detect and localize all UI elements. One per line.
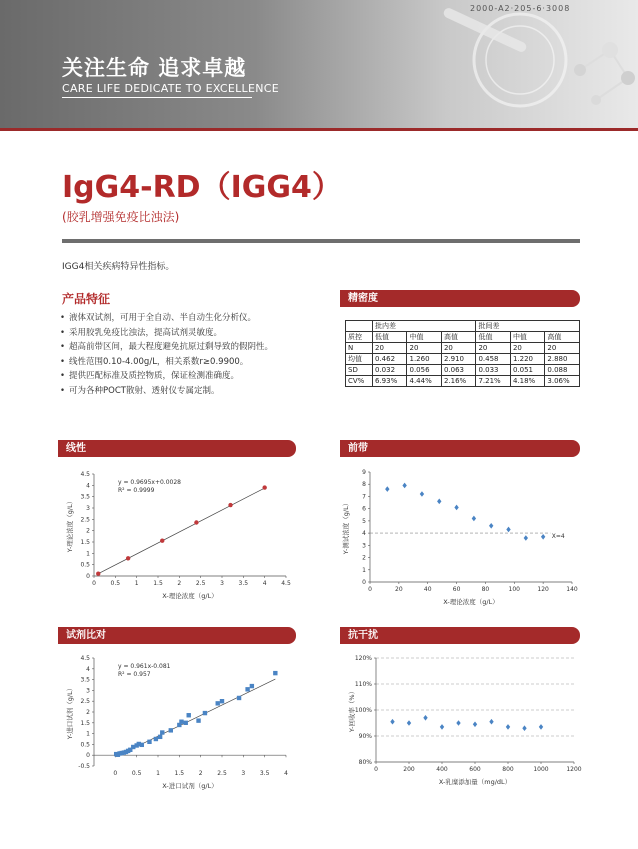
feature-item: • 提供匹配标准及质控物质，保证检测准确度。 — [60, 369, 273, 384]
x-tick-label: 60 — [452, 586, 461, 593]
data-point — [506, 724, 510, 730]
feature-item: • 采用胶乳免疫比浊法，提高试剂灵敏度。 — [60, 326, 273, 341]
data-point — [437, 499, 441, 505]
banner-code: 2000-A2·205-6·3008 — [470, 4, 571, 13]
linearity-chart — [58, 462, 298, 610]
data-point — [184, 721, 188, 725]
x-tick-label: 80 — [481, 586, 490, 593]
prozone-heading: 前带 — [340, 440, 580, 457]
y-tick-label: 2.5 — [80, 698, 90, 706]
table-row — [346, 321, 580, 332]
x-tick-label: 3.5 — [238, 580, 249, 587]
banner-red-stripe — [0, 128, 638, 131]
y-tick-label: 2 — [86, 527, 90, 535]
x-tick-label: 2 — [198, 770, 203, 777]
x-tick-label: 0.5 — [110, 580, 121, 587]
data-point — [390, 719, 394, 725]
x-axis-label: X-进口试剂（g/L） — [162, 782, 218, 790]
x-axis-label: X-乳糜添加量（mg/dL） — [438, 778, 512, 786]
x-tick-label: 1 — [156, 770, 160, 777]
data-point — [541, 534, 545, 540]
data-point — [228, 503, 232, 507]
interference-chart — [340, 650, 582, 798]
y-axis-label: Y-理论浓度（g/L） — [66, 497, 74, 553]
data-point — [506, 527, 510, 533]
x-tick-label: 3.5 — [259, 770, 270, 777]
y-tick-label: 1.5 — [80, 719, 90, 727]
x-tick-label: 400 — [436, 766, 448, 773]
data-point — [489, 523, 493, 529]
r-squared-label: R² = 0.957 — [118, 671, 151, 678]
slogan-underline — [62, 97, 252, 98]
data-point — [440, 724, 444, 730]
y-tick-label: 3 — [86, 505, 90, 512]
y-tick-label: 1 — [362, 566, 366, 574]
y-tick-label: 9 — [362, 469, 366, 476]
data-point — [402, 483, 406, 489]
y-tick-label: 90% — [358, 733, 372, 740]
x-tick-label: 0 — [374, 766, 378, 773]
y-tick-label: -0.5 — [78, 763, 90, 770]
data-point — [179, 720, 183, 724]
x-tick-label: 1000 — [533, 766, 549, 773]
title-divider — [62, 239, 580, 243]
trendline-equation: y = 0.9695x+0.0028 — [118, 479, 181, 486]
y-tick-label: 8 — [362, 481, 366, 489]
data-point — [154, 737, 158, 741]
product-title: IgG4-RD（IGG4） — [62, 170, 342, 205]
data-point — [140, 743, 144, 747]
data-point — [194, 520, 198, 524]
data-point — [522, 725, 526, 731]
slogan-chinese: 关注生命 追求卓越 — [62, 56, 247, 80]
data-point — [237, 696, 241, 700]
x-axis-label: X-理论浓度（g/L） — [443, 598, 499, 606]
prozone-chart — [340, 462, 582, 610]
y-axis-label: Y-进口试剂（g/L） — [66, 684, 74, 740]
feature-item: • 可为各种POCT散射、透射仪专属定制。 — [60, 384, 273, 399]
x-tick-label: 0 — [113, 770, 118, 777]
x-tick-label: 1200 — [566, 766, 582, 773]
data-point — [456, 720, 460, 726]
x-tick-label: 0 — [92, 580, 96, 587]
x-tick-label: 200 — [403, 766, 415, 773]
data-point — [169, 728, 173, 732]
y-tick-label: 0.5 — [80, 741, 90, 749]
feature-item: • 线性范围0.10-4.00g/L，相关系数r≥0.9900。 — [60, 355, 273, 370]
data-point — [473, 722, 477, 728]
data-point — [423, 715, 427, 721]
x-tick-label: 120 — [537, 586, 549, 593]
y-tick-label: 3.5 — [80, 493, 90, 501]
data-point — [187, 713, 191, 717]
x-tick-label: 4 — [284, 770, 288, 777]
reference-label: X=4 — [551, 533, 565, 541]
interference-heading: 抗干扰 — [340, 627, 580, 644]
y-tick-label: 1 — [86, 550, 90, 558]
precision-table — [345, 320, 580, 387]
data-point — [250, 684, 254, 688]
data-point — [539, 724, 543, 730]
features-list — [60, 311, 273, 399]
data-point — [158, 735, 162, 739]
x-tick-label: 1 — [134, 580, 139, 587]
group-within-run: 批内差 — [373, 321, 476, 332]
features-heading: 产品特征 — [62, 292, 111, 306]
data-point — [147, 740, 151, 744]
y-tick-label: 4 — [362, 530, 366, 538]
precision-heading: 精密度 — [340, 290, 580, 307]
data-point — [245, 687, 249, 691]
table-row: 质控 低值 中值 高值 低值 中值 高值 — [346, 332, 580, 343]
data-point — [220, 699, 224, 703]
table-row: CV% 6.93% 4.44% 2.16% 7.21% 4.18% 3.06% — [346, 376, 580, 387]
y-tick-label: 4 — [86, 482, 90, 490]
y-axis-label: Y-回收率（%） — [348, 687, 356, 733]
y-axis-label: Y-测试浓度（g/L） — [342, 499, 350, 555]
x-tick-label: 2 — [177, 580, 182, 587]
slogan-english: CARE LIFE DEDICATE TO EXCELLENCE — [62, 82, 279, 95]
data-point — [262, 485, 266, 489]
x-tick-label: 20 — [395, 586, 403, 593]
x-tick-label: 4 — [262, 580, 267, 587]
header-banner — [0, 0, 638, 128]
table-row: N 20 20 20 20 20 20 — [346, 343, 580, 354]
y-tick-label: 7 — [362, 493, 366, 501]
x-tick-label: 3 — [241, 770, 246, 777]
y-tick-label: 80% — [358, 759, 372, 766]
y-tick-label: 3 — [86, 687, 90, 695]
y-tick-label: 0 — [86, 573, 90, 580]
data-point — [203, 711, 207, 715]
table-row: SD 0.032 0.056 0.063 0.033 0.051 0.088 — [346, 365, 580, 376]
data-point — [160, 538, 164, 542]
y-tick-label: 4.5 — [80, 471, 90, 478]
comparison-heading: 试剂比对 — [58, 627, 296, 644]
y-tick-label: 0 — [86, 752, 90, 760]
x-tick-label: 4.5 — [281, 580, 291, 587]
x-axis-label: X-理论浓度（g/L） — [162, 592, 218, 600]
product-subtitle: (胶乳增强免疫比浊法) — [62, 210, 180, 224]
y-tick-label: 0 — [362, 579, 366, 586]
linearity-heading: 线性 — [58, 440, 296, 457]
data-point — [96, 572, 100, 576]
y-tick-label: 3 — [362, 542, 366, 550]
y-tick-label: 3.5 — [80, 676, 90, 684]
y-tick-label: 4 — [86, 665, 90, 673]
x-tick-label: 800 — [502, 766, 514, 773]
x-tick-label: 1.5 — [153, 580, 163, 587]
y-tick-label: 4.5 — [80, 655, 90, 662]
y-tick-label: 100% — [354, 707, 372, 714]
comparison-chart — [58, 650, 298, 798]
y-tick-label: 6 — [362, 505, 366, 513]
data-point — [454, 505, 458, 511]
data-point — [196, 718, 200, 722]
data-point — [216, 701, 220, 705]
table-row: 均值 0.462 1.260 2.910 0.458 1.220 2.880 — [346, 354, 580, 365]
data-point — [273, 671, 277, 675]
x-tick-label: 0 — [368, 586, 372, 593]
x-tick-label: 1.5 — [174, 770, 185, 777]
x-tick-label: 100 — [508, 586, 521, 593]
data-point — [407, 720, 411, 726]
product-intro: IGG4相关疾病特异性指标。 — [62, 262, 175, 272]
y-tick-label: 2.5 — [80, 516, 90, 524]
y-tick-label: 1.5 — [80, 539, 90, 546]
data-point — [524, 535, 528, 541]
data-point — [489, 719, 493, 725]
y-tick-label: 110% — [354, 681, 372, 688]
x-tick-label: 0.5 — [131, 770, 142, 777]
trendline — [98, 488, 264, 574]
y-tick-label: 1 — [86, 730, 90, 738]
data-point — [420, 491, 424, 497]
y-tick-label: 2 — [86, 709, 90, 716]
y-tick-label: 2 — [362, 554, 366, 562]
data-point — [385, 486, 389, 492]
r-squared-label: R² = 0.9999 — [118, 487, 155, 494]
data-point — [160, 730, 164, 734]
x-tick-label: 2.5 — [195, 580, 206, 587]
data-point — [126, 556, 130, 560]
trendline-equation: y = 0.961x-0.081 — [118, 663, 171, 670]
x-tick-label: 40 — [423, 586, 432, 593]
group-between-run: 批间差 — [476, 321, 580, 332]
x-tick-label: 3 — [220, 580, 224, 587]
data-point — [472, 516, 476, 522]
y-tick-label: 0.5 — [80, 561, 90, 569]
feature-item: • 超高前带区间，最大程度避免抗原过剩导致的假阴性。 — [60, 340, 273, 355]
y-tick-label: 5 — [362, 517, 366, 525]
y-tick-label: 120% — [354, 655, 372, 662]
x-tick-label: 600 — [469, 766, 481, 773]
feature-item: • 液体双试剂，可用于全自动、半自动生化分析仪。 — [60, 311, 273, 326]
x-tick-label: 140 — [566, 586, 578, 593]
x-tick-label: 2.5 — [217, 770, 227, 777]
